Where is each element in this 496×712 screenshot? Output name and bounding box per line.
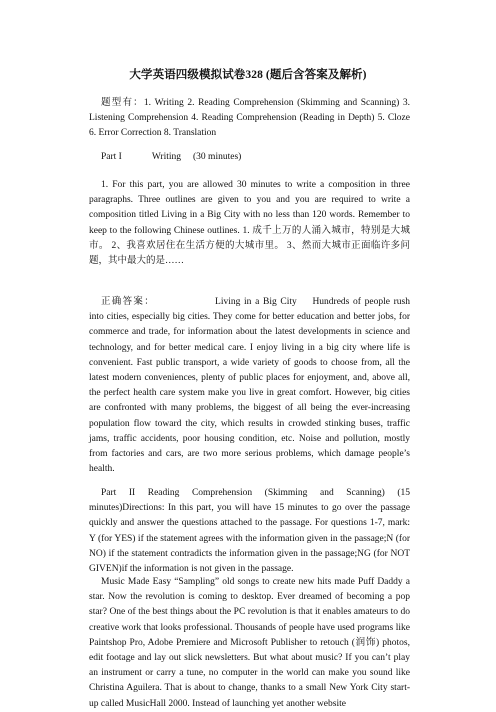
part1-heading [89, 150, 410, 165]
part2-directions: Part II Reading Comprehension (Skimming and Scanning) (15 minutes)Directions: In this part, you will have 15 minutes to go over the passage quickly and answer the questions attached to the passage. For questions 1-7, mark: Y (for YES) if the statement agrees with the information given in the passage;N (for NO) if the statement contradicts the information given in the passage;NG (for NOT GIVEN)if the information is not given in the passage. [89, 488, 410, 575]
reading-passage: Music Made Easy “Sampling” old songs to create new hits made Puff Daddy a star. Now the revolution is coming to desktop. Ever dreamed of becoming a pop star? One of the best things about the PC revolution is that it enables amateurs to do creative work that looks professional. Thousands of people have used programs like Paintshop Pro, Adobe Premiere and Microsoft Publisher to retouch (润饰) photos, edit footage and lay out slick newsletters. But what about music? If you can’t play an instrument or carry a tune, no computer in the world can make you sound like Christina Aguilera. That is about to change, thanks to a small New York City start-up called MusicHall 2000. Instead of launching yet another website [89, 577, 410, 709]
answer-essay-title: Living in a Big City [215, 297, 297, 307]
answer-paragraph [89, 295, 410, 477]
answer-essay-body: Hundreds of people rush into cities, especially big cities. They come for better education and better jobs, for commerce and trade, for information about the latest developments in science and technology, and for better medical care. I enjoy living in a big city where life is convenient. Fast public transport, a wide variety of goods to choose from, all the latest modern conveniences, plenty of public places for enjoyment, and, above all, the perfect health care system make you live in great comfort. However, big cities are confronted with many problems, the biggest of all being the ever-increasing population flow toward the city, which results in crowded stinking buses, traffic jams, traffic accidents, poor housing condition, etc. Noise and pollution, mostly from factories and cars, are two more serious problems, which damage people’s health. [89, 297, 410, 475]
question-type-list: 题型有：1. Writing 2. Reading Comprehension (Skimming and Scanning) 3. Listening Comprehension 4. Reading Comprehension (Reading in Depth) 5. Cloze 6. Error Correction 8. Translation [89, 98, 410, 139]
writing-question: 1. For this part, you are allowed 30 minutes to write a composition in three paragraphs. Three outlines are given to you and you are required to write a composition titled Living in a Big City with no less than 120 words. Remember to keep to the following Chinese outlines. 1. 成千上万的人涌入城市，特别是大城市。 2、我喜欢居住在生活方便的大城市里。 3、然而大城市正面临许多问题，其中最大的是…… [89, 180, 410, 267]
document-title: 大学英语四级模拟试卷328 (题后含答案及解析) [129, 69, 367, 81]
part1-label: Part I [101, 152, 122, 162]
part1-name: Writing [151, 152, 182, 162]
part1-time: (30 minutes) [193, 152, 242, 162]
answer-label: 正确答案： [101, 297, 156, 307]
